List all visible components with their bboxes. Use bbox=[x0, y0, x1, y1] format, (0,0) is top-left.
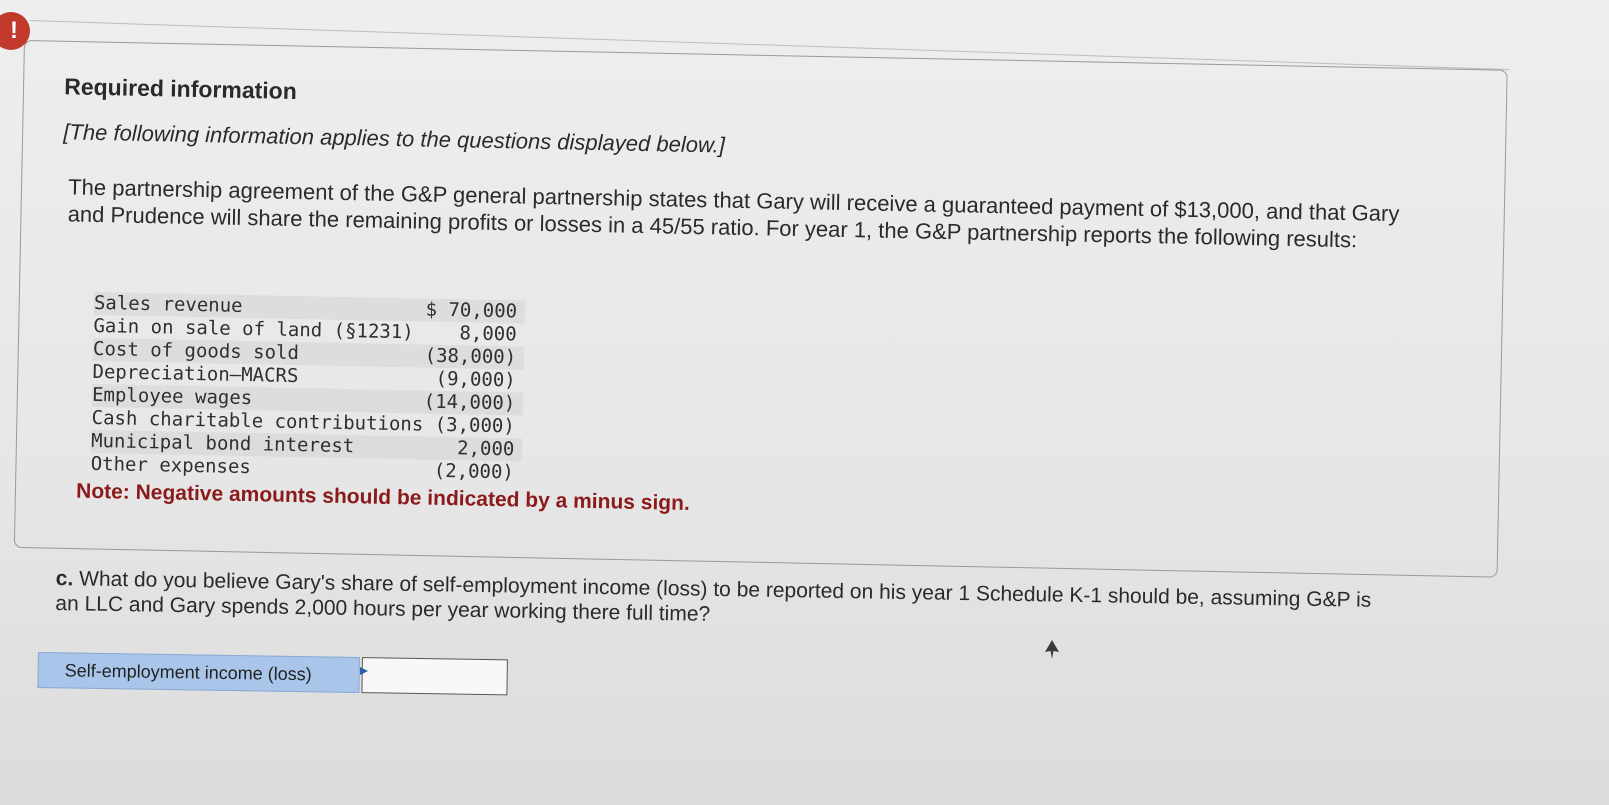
required-information-title: Required information bbox=[64, 73, 298, 104]
mouse-cursor-icon bbox=[1044, 640, 1060, 660]
results-table bbox=[90, 292, 525, 485]
question-c bbox=[55, 566, 1396, 638]
result-label: Other expenses bbox=[90, 452, 252, 479]
result-amount: (3,000) bbox=[434, 413, 516, 438]
self-employment-income-label: Self-employment income (loss) bbox=[37, 652, 360, 693]
result-amount: (2,000) bbox=[433, 459, 515, 484]
results-table-body bbox=[90, 292, 525, 485]
result-label: Cost of goods sold bbox=[93, 338, 425, 368]
result-label: Cash charitable contributions bbox=[91, 406, 424, 436]
result-amount: (14,000) bbox=[424, 391, 524, 416]
negative-amounts-note: Note: Negative amounts should be indicated by a minus sign. bbox=[75, 479, 691, 515]
partnership-description: The partnership agreement of the G&P general partnership states that Gary will receive a guaranteed payment of $13,000, and that Gary and Prudence will share the remaining profits or losses in a 45/55 ratio. For year 1, the G&P partnership reports the following results: bbox=[67, 174, 1400, 253]
result-label: Employee wages bbox=[92, 384, 424, 414]
result-label: Depreciation—MACRS bbox=[92, 360, 299, 388]
applies-note: [The following information applies to the questions displayed below.] bbox=[63, 119, 726, 158]
question-text: What do you believe Gary's share of self-employment income (loss) to be reported on his year 1 Schedule K-1 should be, assuming G&P is an LLC and Gary spends 2,000 hours per year working there full time? bbox=[55, 567, 1372, 626]
result-amount: $ 70,000 bbox=[425, 299, 525, 324]
result-amount: 8,000 bbox=[459, 322, 517, 346]
result-label: Municipal bond interest bbox=[91, 430, 423, 460]
result-amount: 2,000 bbox=[423, 437, 523, 462]
alert-symbol: ! bbox=[10, 17, 18, 44]
self-employment-income-input[interactable] bbox=[361, 657, 508, 695]
answer-row bbox=[37, 652, 508, 695]
result-label: Gain on sale of land (§1231) bbox=[93, 314, 414, 344]
result-amount: (9,000) bbox=[435, 367, 516, 392]
question-letter: c. bbox=[55, 566, 74, 591]
input-marker-icon bbox=[360, 667, 368, 675]
result-label: Sales revenue bbox=[94, 292, 426, 322]
result-amount: (38,000) bbox=[424, 345, 524, 370]
